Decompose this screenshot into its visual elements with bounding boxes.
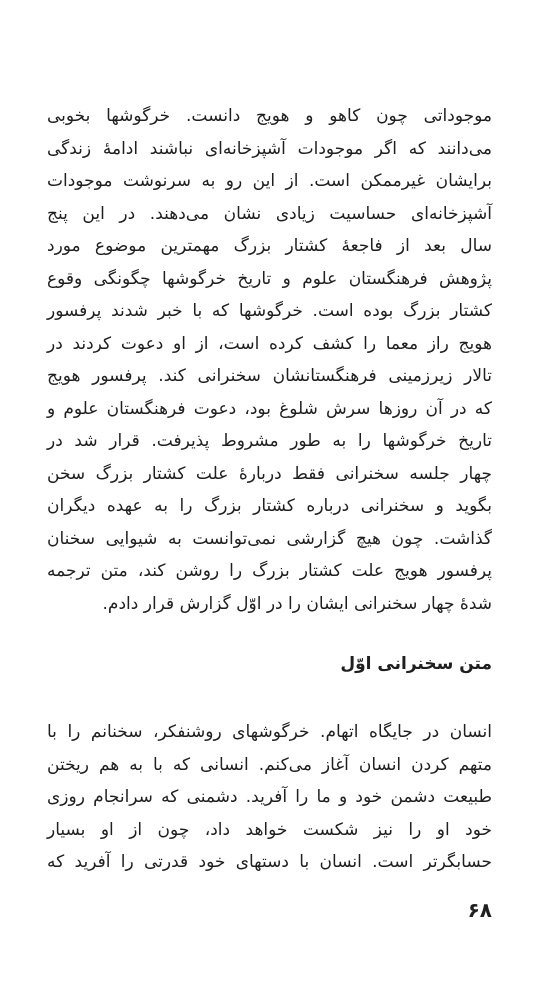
text-line: گذاشت. چون هیچ گزارشی نمی‌توانست به شیوایی سخنان	[47, 528, 492, 549]
text-line: تاریخ خرگوشها را به طور مشروط پذیرفت. قرار شد در	[47, 431, 492, 451]
body-paragraph-1	[47, 100, 492, 620]
text-line: حسابگرتر است. انسان با دستهای خود قدرتی را آفرید که	[47, 852, 492, 872]
text-line: خود او را نیز شکست خواهد داد، چون از او بسیار	[47, 819, 492, 840]
text-line: کشتار بزرگ بوده است. خرگوشها که با خبر شدند پرفسور	[47, 301, 492, 321]
text-line: می‌دانند که اگر موجودات آشپزخانه‌ای نباشند ادامهٔ زندگی	[47, 138, 492, 159]
text-line: تالار زیرزمینی فرهنگستانشان سخنرانی کند. پرفسور هویج	[47, 366, 492, 386]
text-line: متهم کردن انسان آغاز می‌کنم. انسانی که با به هم ریختن	[47, 754, 492, 775]
page-number: ۶۸	[467, 898, 492, 922]
text-line: بگوید و سخنرانی درباره کشتار بزرگ را به عهده دیگران	[47, 496, 492, 516]
text-line: انسان در جایگاه اتهام. خرگوشهای روشنفکر، سخنانم را با	[47, 722, 492, 742]
text-line: برایشان غیرممکن است. از این رو به سرنوشت موجودات	[47, 171, 492, 191]
section-heading: متن سخنرانی اوّل	[340, 654, 492, 674]
text-line: شدهٔ چهار سخنرانی ایشان را در اوّل گزارش قرار دادم.	[102, 593, 492, 614]
text-line: هویج راز معما را کشف کرده است، از او دعوت کردند در	[47, 333, 492, 354]
text-line: آشپزخانه‌ای حساسیت زیادی نشان می‌دهند. در این پنج	[47, 203, 492, 224]
text-line: پرفسور هویج علت کشتار بزرگ را روشن کند، متن ترجمه	[47, 561, 492, 581]
text-line: سال بعد از فاجعهٔ کشتار بزرگ مهمترین موضوع مورد	[47, 236, 492, 256]
body-paragraph-2	[47, 716, 492, 879]
text-line: چهار جلسه سخنرانی فقط دربارهٔ علت کشتار بزرگ سخن	[47, 463, 492, 484]
text-line: که در آن روزها سرش شلوغ بود، دعوت فرهنگستان علوم و	[47, 398, 492, 419]
text-line: موجوداتی چون کاهو و هویج دانست. خرگوشها بخوبی	[47, 106, 492, 126]
text-line: طبیعت دشمن خود و ما را آفرید. دشمنی که سرانجام روزی	[47, 787, 492, 807]
text-line: پژوهش فرهنگستان علوم و تاریخ خرگوشها چگونگی وقوع	[47, 268, 492, 289]
